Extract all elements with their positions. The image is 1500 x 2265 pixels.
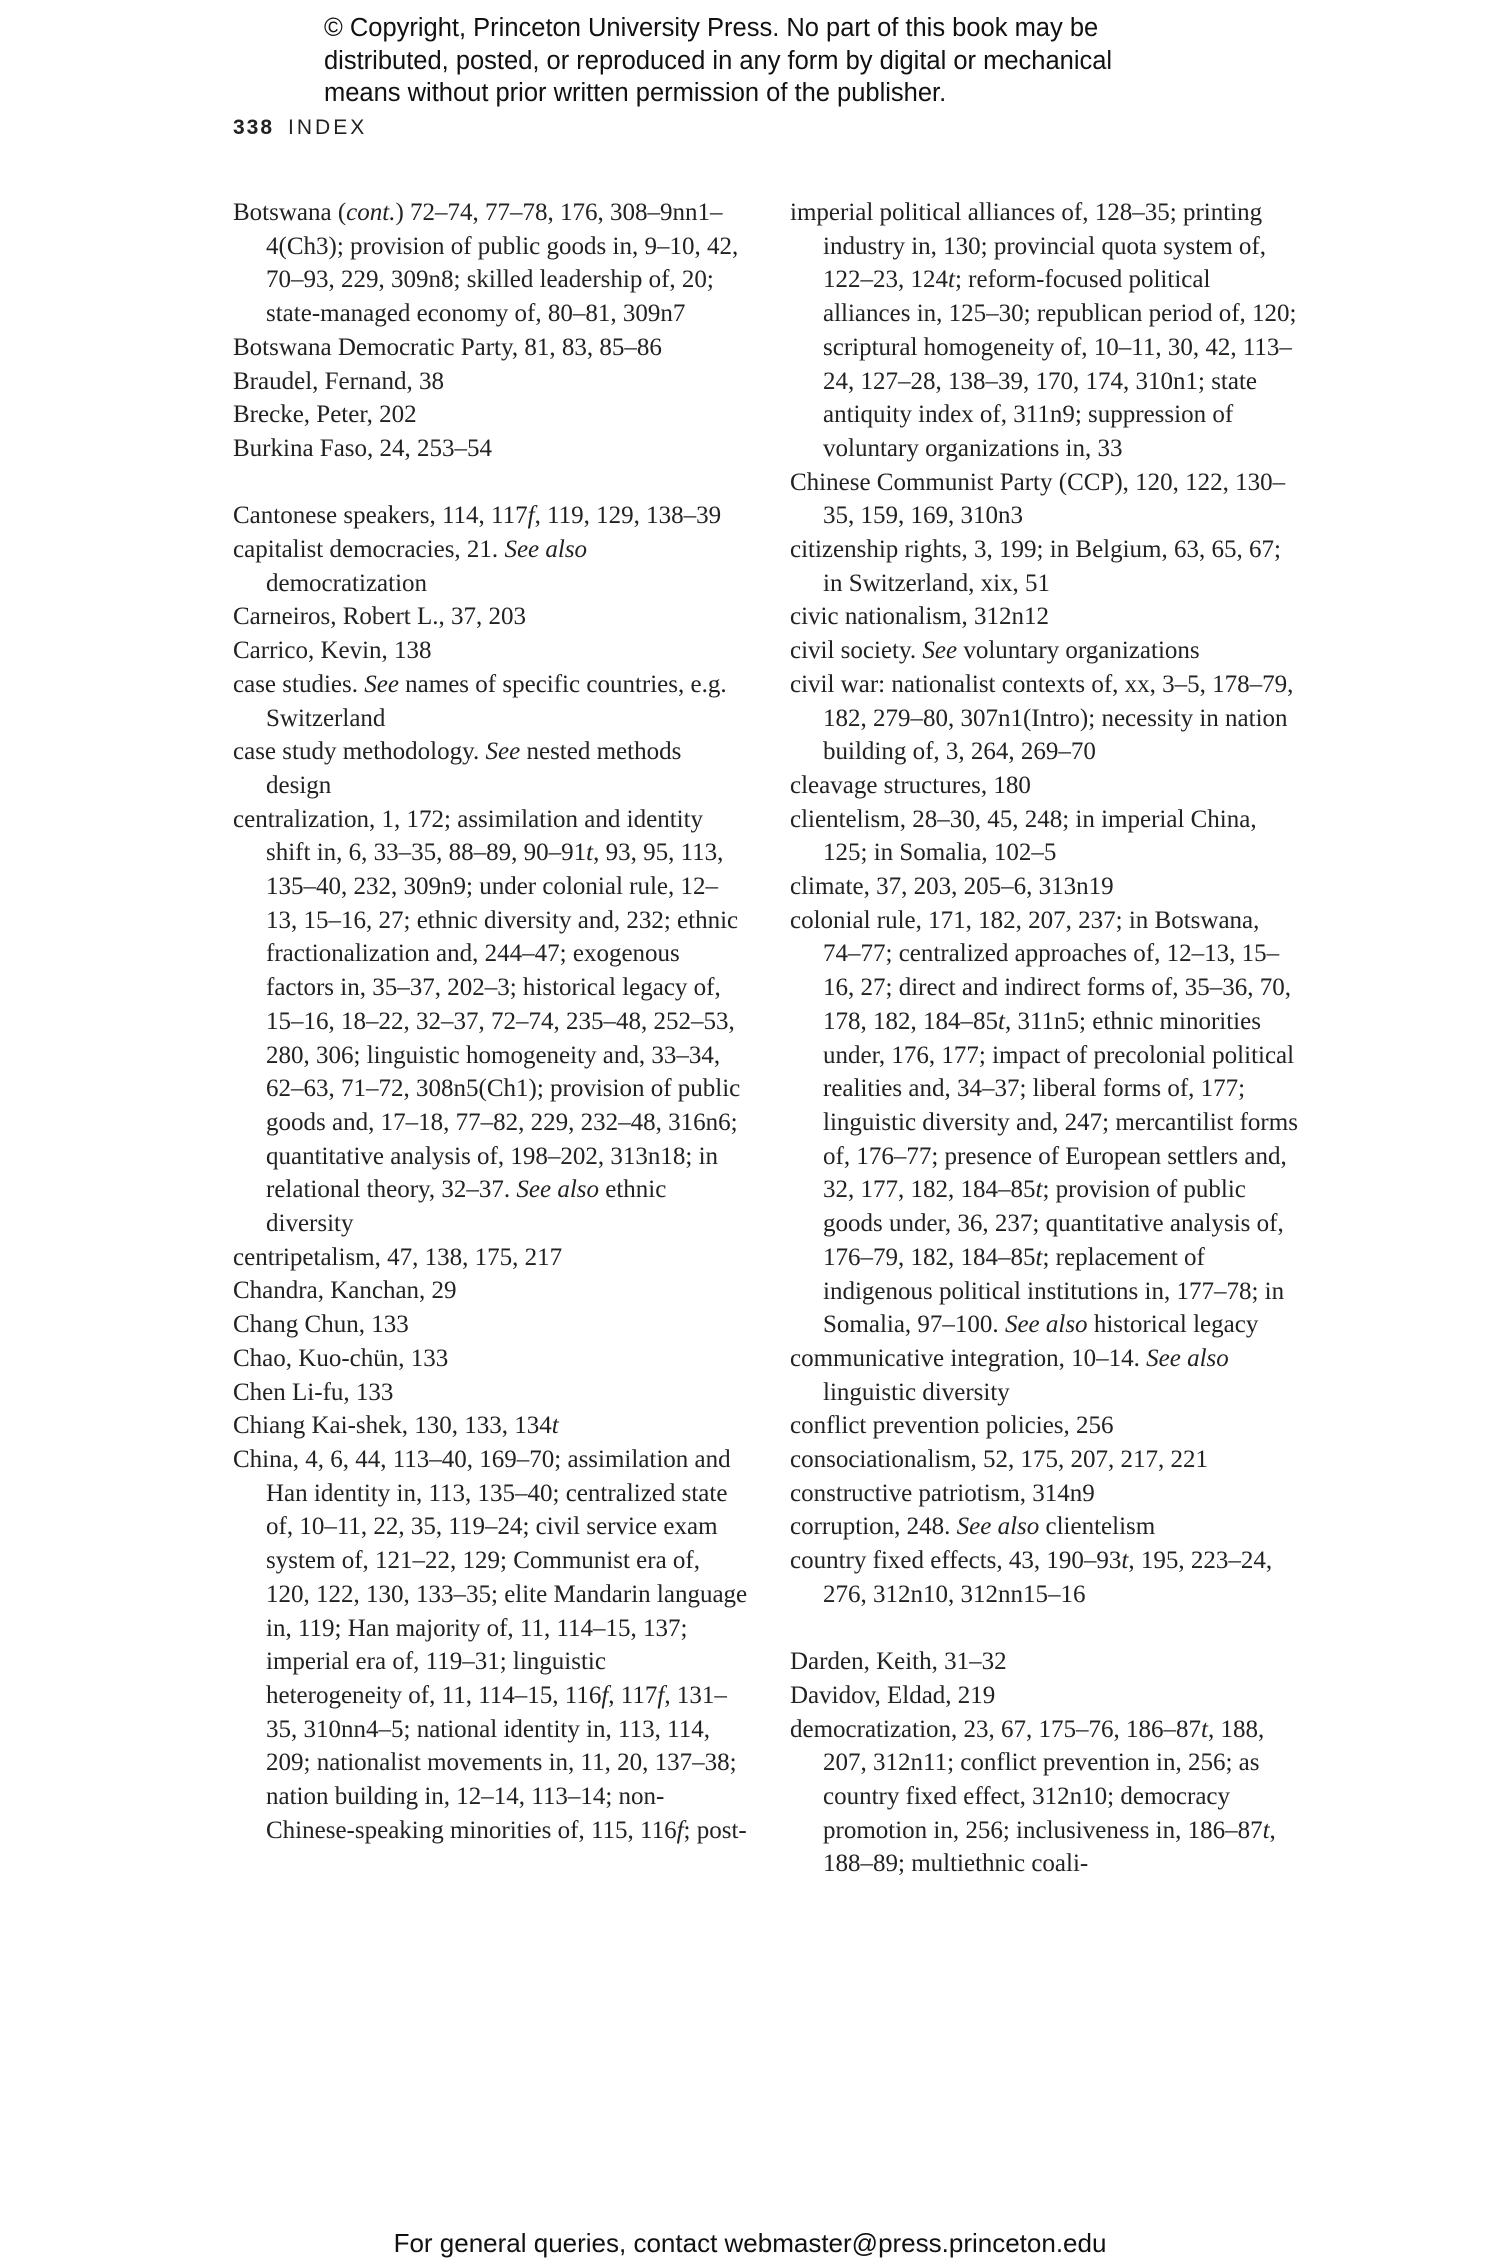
page-number: 338 xyxy=(233,116,275,139)
index-entry: clientelism, 28–30, 45, 248; in imperial China, 125; in Somalia, 102–5 xyxy=(790,805,1257,867)
section-gap xyxy=(233,466,748,500)
index-entry: Burkina Faso, 24, 253–54 xyxy=(233,434,493,462)
index-entry: Chang Chun, 133 xyxy=(233,1311,409,1339)
section-title: INDEX xyxy=(288,116,368,139)
running-head xyxy=(233,116,367,140)
index-entry: civil society. See voluntary organizations xyxy=(790,637,1200,665)
index-entry: civil war: nationalist contexts of, xx, 3–5, 178–79, 182, 279–80, 307n1(Intro); necessity in nation building of, 3, 264, 269–70 xyxy=(790,670,1294,766)
copyright-line: © Copyright, Princeton University Press. No part of this book may be xyxy=(324,14,1099,42)
index-entry: Chen Li-fu, 133 xyxy=(233,1378,394,1406)
index-entry: Davidov, Eldad, 219 xyxy=(790,1681,996,1709)
index-entry: case study methodology. See nested methods design xyxy=(233,738,682,799)
index-entry: country fixed effects, 43, 190–93t, 195, 223–24, 276, 312n10, 312nn15–16 xyxy=(790,1547,1273,1608)
index-entry: Darden, Keith, 31–32 xyxy=(790,1648,1007,1676)
index-entry: conflict prevention policies, 256 xyxy=(790,1412,1114,1440)
index-entry: Chandra, Kanchan, 29 xyxy=(233,1277,457,1305)
index-entry: corruption, 248. See also clientelism xyxy=(790,1513,1156,1541)
index-entry: Cantonese speakers, 114, 117f, 119, 129, 138–39 xyxy=(233,502,722,530)
index-entry: Carrico, Kevin, 138 xyxy=(233,637,432,665)
index-entry: centripetalism, 47, 138, 175, 217 xyxy=(233,1243,563,1271)
index-entry: Chinese Communist Party (CCP), 120, 122, 130–35, 159, 169, 310n3 xyxy=(790,468,1286,530)
index-entry: Chiang Kai-shek, 130, 133, 134t xyxy=(233,1412,559,1440)
index-entry: climate, 37, 203, 205–6, 313n19 xyxy=(790,873,1114,901)
index-entry: communicative integration, 10–14. See also linguistic diversity xyxy=(790,1344,1229,1406)
index-entry: case studies. See names of specific countries, e.g. Switzerland xyxy=(233,670,727,732)
index-column-right xyxy=(790,196,1300,1881)
index-entry: civic nationalism, 312n12 xyxy=(790,603,1049,631)
index-column-left xyxy=(233,196,748,1847)
index-entry: Botswana (cont.) 72–74, 77–78, 176, 308–9nn1–4(Ch3); provision of public goods in, 9–10, 42, 70–93, 229, 309n8; skilled leadership of, 20; state-managed economy of, 80–81, 309n7 xyxy=(233,199,739,328)
index-entry: Chao, Kuo-chün, 133 xyxy=(233,1344,449,1372)
index-entry: Braudel, Fernand, 38 xyxy=(233,367,445,395)
index-entry: democratization, 23, 67, 175–76, 186–87t, 188, 207, 312n11; conflict prevention in, 256; as country fixed effect, 312n10; democracy promotion in, 256; inclusiveness in, 186–87t, 188–89; multiethnic coali- xyxy=(790,1715,1276,1878)
index-entry: China, 4, 6, 44, 113–40, 169–70; assimilation and Han identity in, 113, 135–40; centralized state of, 10–11, 22, 35, 119–24; civil service exam system of, 121–22, 129; Communist era of, 120, 122, 130, 133–35; elite Mandarin language in, 119; Han majority of, 11, 114–15, 137; imperial era of, 119–31; linguistic heterogeneity of, 11, 114–15, 116f, 117f, 131–35, 310nn4–5; national identity in, 113, 114, 209; nationalist movements in, 11, 20, 137–38; nation building in, 12–14, 113–14; non-Chinese-speaking minorities of, 115, 116f; post- xyxy=(233,1446,748,1844)
index-entry: consociationalism, 52, 175, 207, 217, 221 xyxy=(790,1446,1209,1474)
index-entry: capitalist democracies, 21. See also democratization xyxy=(233,536,588,597)
copyright-notice xyxy=(324,12,1324,110)
section-gap xyxy=(790,1612,1300,1646)
index-entry: constructive patriotism, 314n9 xyxy=(790,1479,1095,1507)
index-entry: Brecke, Peter, 202 xyxy=(233,401,417,429)
index-entry: colonial rule, 171, 182, 207, 237; in Botswana, 74–77; centralized approaches of, 12–13, 15–16, 27; direct and indirect forms of, 35–36, 70, 178, 182, 184–85t, 311n5; ethnic minorities under, 176, 177; impact of precolonial political realities and, 34–37; liberal forms of, 177; linguistic diversity and, 247; mercantilist forms of, 176–77; presence of European settlers and, 32, 177, 182, 184–85t; provision of public goods under, 36, 237; quantitative analysis of, 176–79, 182, 184–85t; replacement of indigenous political institutions in, 177–78; in Somalia, 97–100. See also historical legacy xyxy=(790,906,1298,1339)
index-entry: cleavage structures, 180 xyxy=(790,771,1031,799)
index-entry: centralization, 1, 172; assimilation and identity shift in, 6, 33–35, 88–89, 90–91t, 93, 95, 113, 135–40, 232, 309n9; under colonial rule, 12–13, 15–16, 27; ethnic diversity and, 232; ethnic fractionalization and, 244–47; exogenous factors in, 35–37, 202–3; historical legacy of, 15–16, 18–22, 32–37, 72–74, 235–48, 252–53, 280, 306; linguistic homogeneity and, 33–34, 62–63, 71–72, 308n5(Ch1); provision of public goods and, 17–18, 77–82, 229, 232–48, 316n6; quantitative analysis of, 198–202, 313n18; in relational theory, 32–37. See also ethnic diversity xyxy=(233,805,741,1238)
index-entry: imperial political alliances of, 128–35; printing industry in, 130; provincial quota system of, 122–23, 124t; reform-focused political alliances in, 125–30; republican period of, 120; scriptural homogeneity of, 10–11, 30, 42, 113–24, 127–28, 138–39, 170, 174, 310n1; state antiquity index of, 311n9; suppression of voluntary organizations in, 33 xyxy=(790,199,1297,462)
index-entry: Botswana Democratic Party, 81, 83, 85–86 xyxy=(233,333,662,361)
index-entry: citizenship rights, 3, 199; in Belgium, 63, 65, 67; in Switzerland, xix, 51 xyxy=(790,536,1281,597)
index-entry: Carneiros, Robert L., 37, 203 xyxy=(233,603,527,631)
copyright-line: distributed, posted, or reproduced in any form by digital or mechanical xyxy=(324,46,1113,75)
footer-contact: For general queries, contact webmaster@press.princeton.edu xyxy=(393,2228,1107,2258)
copyright-line: means without prior written permission of the publisher. xyxy=(324,79,947,107)
